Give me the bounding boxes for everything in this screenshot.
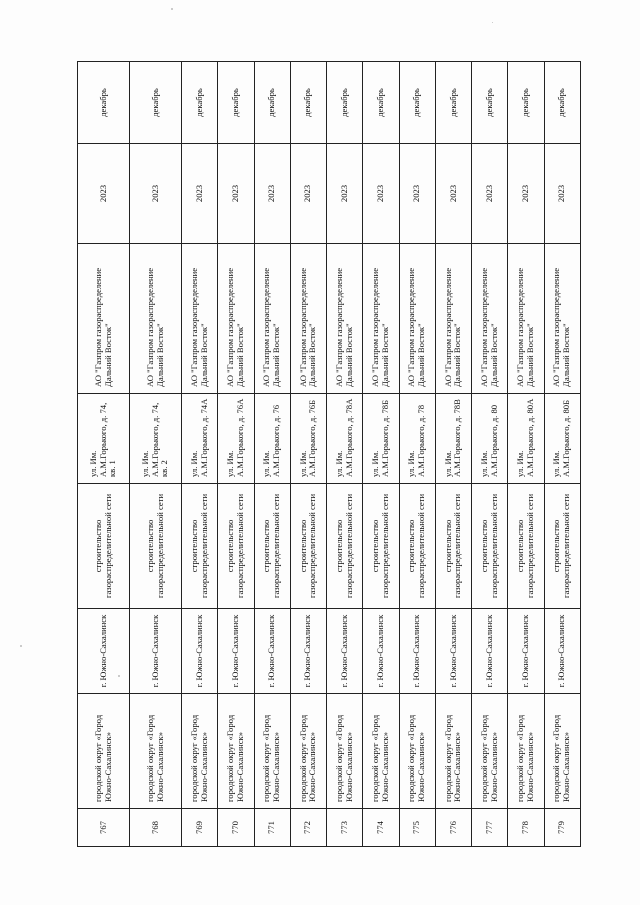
month-cell: декабрь [78,62,130,144]
row-number: 775 [399,809,435,847]
organization-cell: АО "Газпром газораспределение Дальний Восток" [254,244,290,394]
city-cell: г. Южно-Сахалинск [399,609,435,694]
city-cell: г. Южно-Сахалинск [435,609,471,694]
address-cell: ул. Им. А.М.Горького, д. 78В [435,394,471,484]
organization-cell: АО "Газпром газораспределение Дальний Восток" [130,244,182,394]
table-row [290,62,326,847]
organization-cell: АО "Газпром газораспределение Дальний Восток" [472,244,508,394]
city-cell: г. Южно-Сахалинск [363,609,399,694]
organization-cell: АО "Газпром газораспределение Дальний Восток" [508,244,544,394]
city-cell: г. Южно-Сахалинск [182,609,218,694]
municipality-cell: городской округ «Город Южно-Сахалинск» [218,694,254,809]
row-number: 770 [218,809,254,847]
row-number: 774 [363,809,399,847]
municipality-cell: городской округ «Город Южно-Сахалинск» [130,694,182,809]
address-cell: ул. Им. А.М.Горького, д. 80Б [544,394,580,484]
city-cell: г. Южно-Сахалинск [327,609,363,694]
table-body [78,62,581,847]
row-number: 777 [472,809,508,847]
city-cell: г. Южно-Сахалинск [508,609,544,694]
organization-cell: АО "Газпром газораспределение Дальний Восток" [327,244,363,394]
year-cell: 2023 [435,144,471,244]
year-cell: 2023 [130,144,182,244]
city-cell: г. Южно-Сахалинск [544,609,580,694]
table-row [363,62,399,847]
year-cell: 2023 [399,144,435,244]
municipality-cell: городской округ «Город Южно-Сахалинск» [508,694,544,809]
city-cell: г. Южно-Сахалинск [472,609,508,694]
address-cell: ул. Им. А.М.Горького, д. 76А [218,394,254,484]
address-cell: ул. Им. А.М.Горького, д. 74, кв. 1 [78,394,130,484]
table-row [544,62,580,847]
address-cell: ул. Им. А.М.Горького, д. 78Б [363,394,399,484]
municipality-cell: городской округ «Город Южно-Сахалинск» [363,694,399,809]
municipality-cell: городской округ «Город Южно-Сахалинск» [435,694,471,809]
work-type-cell: строительство газораспределительной сети [472,484,508,609]
organization-cell: АО "Газпром газораспределение Дальний Восток" [182,244,218,394]
row-number: 776 [435,809,471,847]
month-cell: декабрь [435,62,471,144]
organization-cell: АО "Газпром газораспределение Дальний Восток" [218,244,254,394]
year-cell: 2023 [78,144,130,244]
city-cell: г. Южно-Сахалинск [130,609,182,694]
municipality-cell: городской округ «Город Южно-Сахалинск» [182,694,218,809]
table-row [472,62,508,847]
month-cell: декабрь [327,62,363,144]
address-cell: ул. Им. А.М.Горького, д. 74А [182,394,218,484]
municipality-cell: городской округ «Город Южно-Сахалинск» [78,694,130,809]
year-cell: 2023 [363,144,399,244]
municipality-cell: городской округ «Город Южно-Сахалинск» [254,694,290,809]
row-number: 779 [544,809,580,847]
municipality-cell: городской округ «Город Южно-Сахалинск» [327,694,363,809]
address-cell: ул. Им. А.М.Горького, д. 80 [472,394,508,484]
year-cell: 2023 [472,144,508,244]
organization-cell: АО "Газпром газораспределение Дальний Восток" [78,244,130,394]
work-type-cell: строительство газораспределительной сети [544,484,580,609]
row-number: 773 [327,809,363,847]
month-cell: декабрь [290,62,326,144]
work-type-cell: строительство газораспределительной сети [78,484,130,609]
work-type-cell: строительство газораспределительной сети [363,484,399,609]
month-cell: декабрь [130,62,182,144]
year-cell: 2023 [290,144,326,244]
year-cell: 2023 [544,144,580,244]
organization-cell: АО "Газпром газораспределение Дальний Восток" [363,244,399,394]
year-cell: 2023 [327,144,363,244]
work-type-cell: строительство газораспределительной сети [218,484,254,609]
month-cell: декабрь [544,62,580,144]
month-cell: декабрь [254,62,290,144]
year-cell: 2023 [254,144,290,244]
city-cell: г. Южно-Сахалинск [290,609,326,694]
address-cell: ул. Им. А.М.Горького, д. 80А [508,394,544,484]
address-cell: ул. Им. А.М.Горького, д. 76 [254,394,290,484]
work-type-cell: строительство газораспределительной сети [290,484,326,609]
table-row [327,62,363,847]
row-number: 768 [130,809,182,847]
table-row [182,62,218,847]
work-type-cell: строительство газораспределительной сети [399,484,435,609]
city-cell: г. Южно-Сахалинск [218,609,254,694]
month-cell: декабрь [399,62,435,144]
work-type-cell: строительство газораспределительной сети [508,484,544,609]
work-type-cell: строительство газораспределительной сети [327,484,363,609]
municipality-cell: городской округ «Город Южно-Сахалинск» [399,694,435,809]
work-type-cell: строительство газораспределительной сети [435,484,471,609]
organization-cell: АО "Газпром газораспределение Дальний Восток" [544,244,580,394]
municipality-cell: городской округ «Город Южно-Сахалинск» [544,694,580,809]
city-cell: г. Южно-Сахалинск [78,609,130,694]
year-cell: 2023 [508,144,544,244]
year-cell: 2023 [182,144,218,244]
year-cell: 2023 [218,144,254,244]
month-cell: декабрь [508,62,544,144]
work-type-cell: строительство газораспределительной сети [254,484,290,609]
address-cell: ул. Им. А.М.Горького, д. 76Б [290,394,326,484]
address-cell: ул. Им. А.М.Горького, д. 74, кв. 2 [130,394,182,484]
work-type-cell: строительство газораспределительной сети [130,484,182,609]
organization-cell: АО "Газпром газораспределение Дальний Восток" [435,244,471,394]
scan-speck [171,8,173,10]
row-number: 767 [78,809,130,847]
table-row [78,62,130,847]
scan-speck [492,22,493,23]
row-number: 771 [254,809,290,847]
rotated-table-wrapper [77,62,581,847]
month-cell: декабрь [363,62,399,144]
organization-cell: АО "Газпром газораспределение Дальний Восток" [290,244,326,394]
scan-speck [20,645,22,647]
table-row [435,62,471,847]
table-row [399,62,435,847]
organization-cell: АО "Газпром газораспределение Дальний Восток" [399,244,435,394]
month-cell: декабрь [472,62,508,144]
address-cell: ул. Им. А.М.Горького, д. 78А [327,394,363,484]
city-cell: г. Южно-Сахалинск [254,609,290,694]
municipality-cell: городской округ «Город Южно-Сахалинск» [472,694,508,809]
municipality-cell: городской округ «Город Южно-Сахалинск» [290,694,326,809]
row-number: 778 [508,809,544,847]
table-row [218,62,254,847]
table-row [130,62,182,847]
month-cell: декабрь [218,62,254,144]
row-number: 772 [290,809,326,847]
work-type-cell: строительство газораспределительной сети [182,484,218,609]
table-row [508,62,544,847]
registry-table [77,61,581,847]
row-number: 769 [182,809,218,847]
address-cell: ул. Им. А.М.Горького, д. 78 [399,394,435,484]
month-cell: декабрь [182,62,218,144]
table-row [254,62,290,847]
